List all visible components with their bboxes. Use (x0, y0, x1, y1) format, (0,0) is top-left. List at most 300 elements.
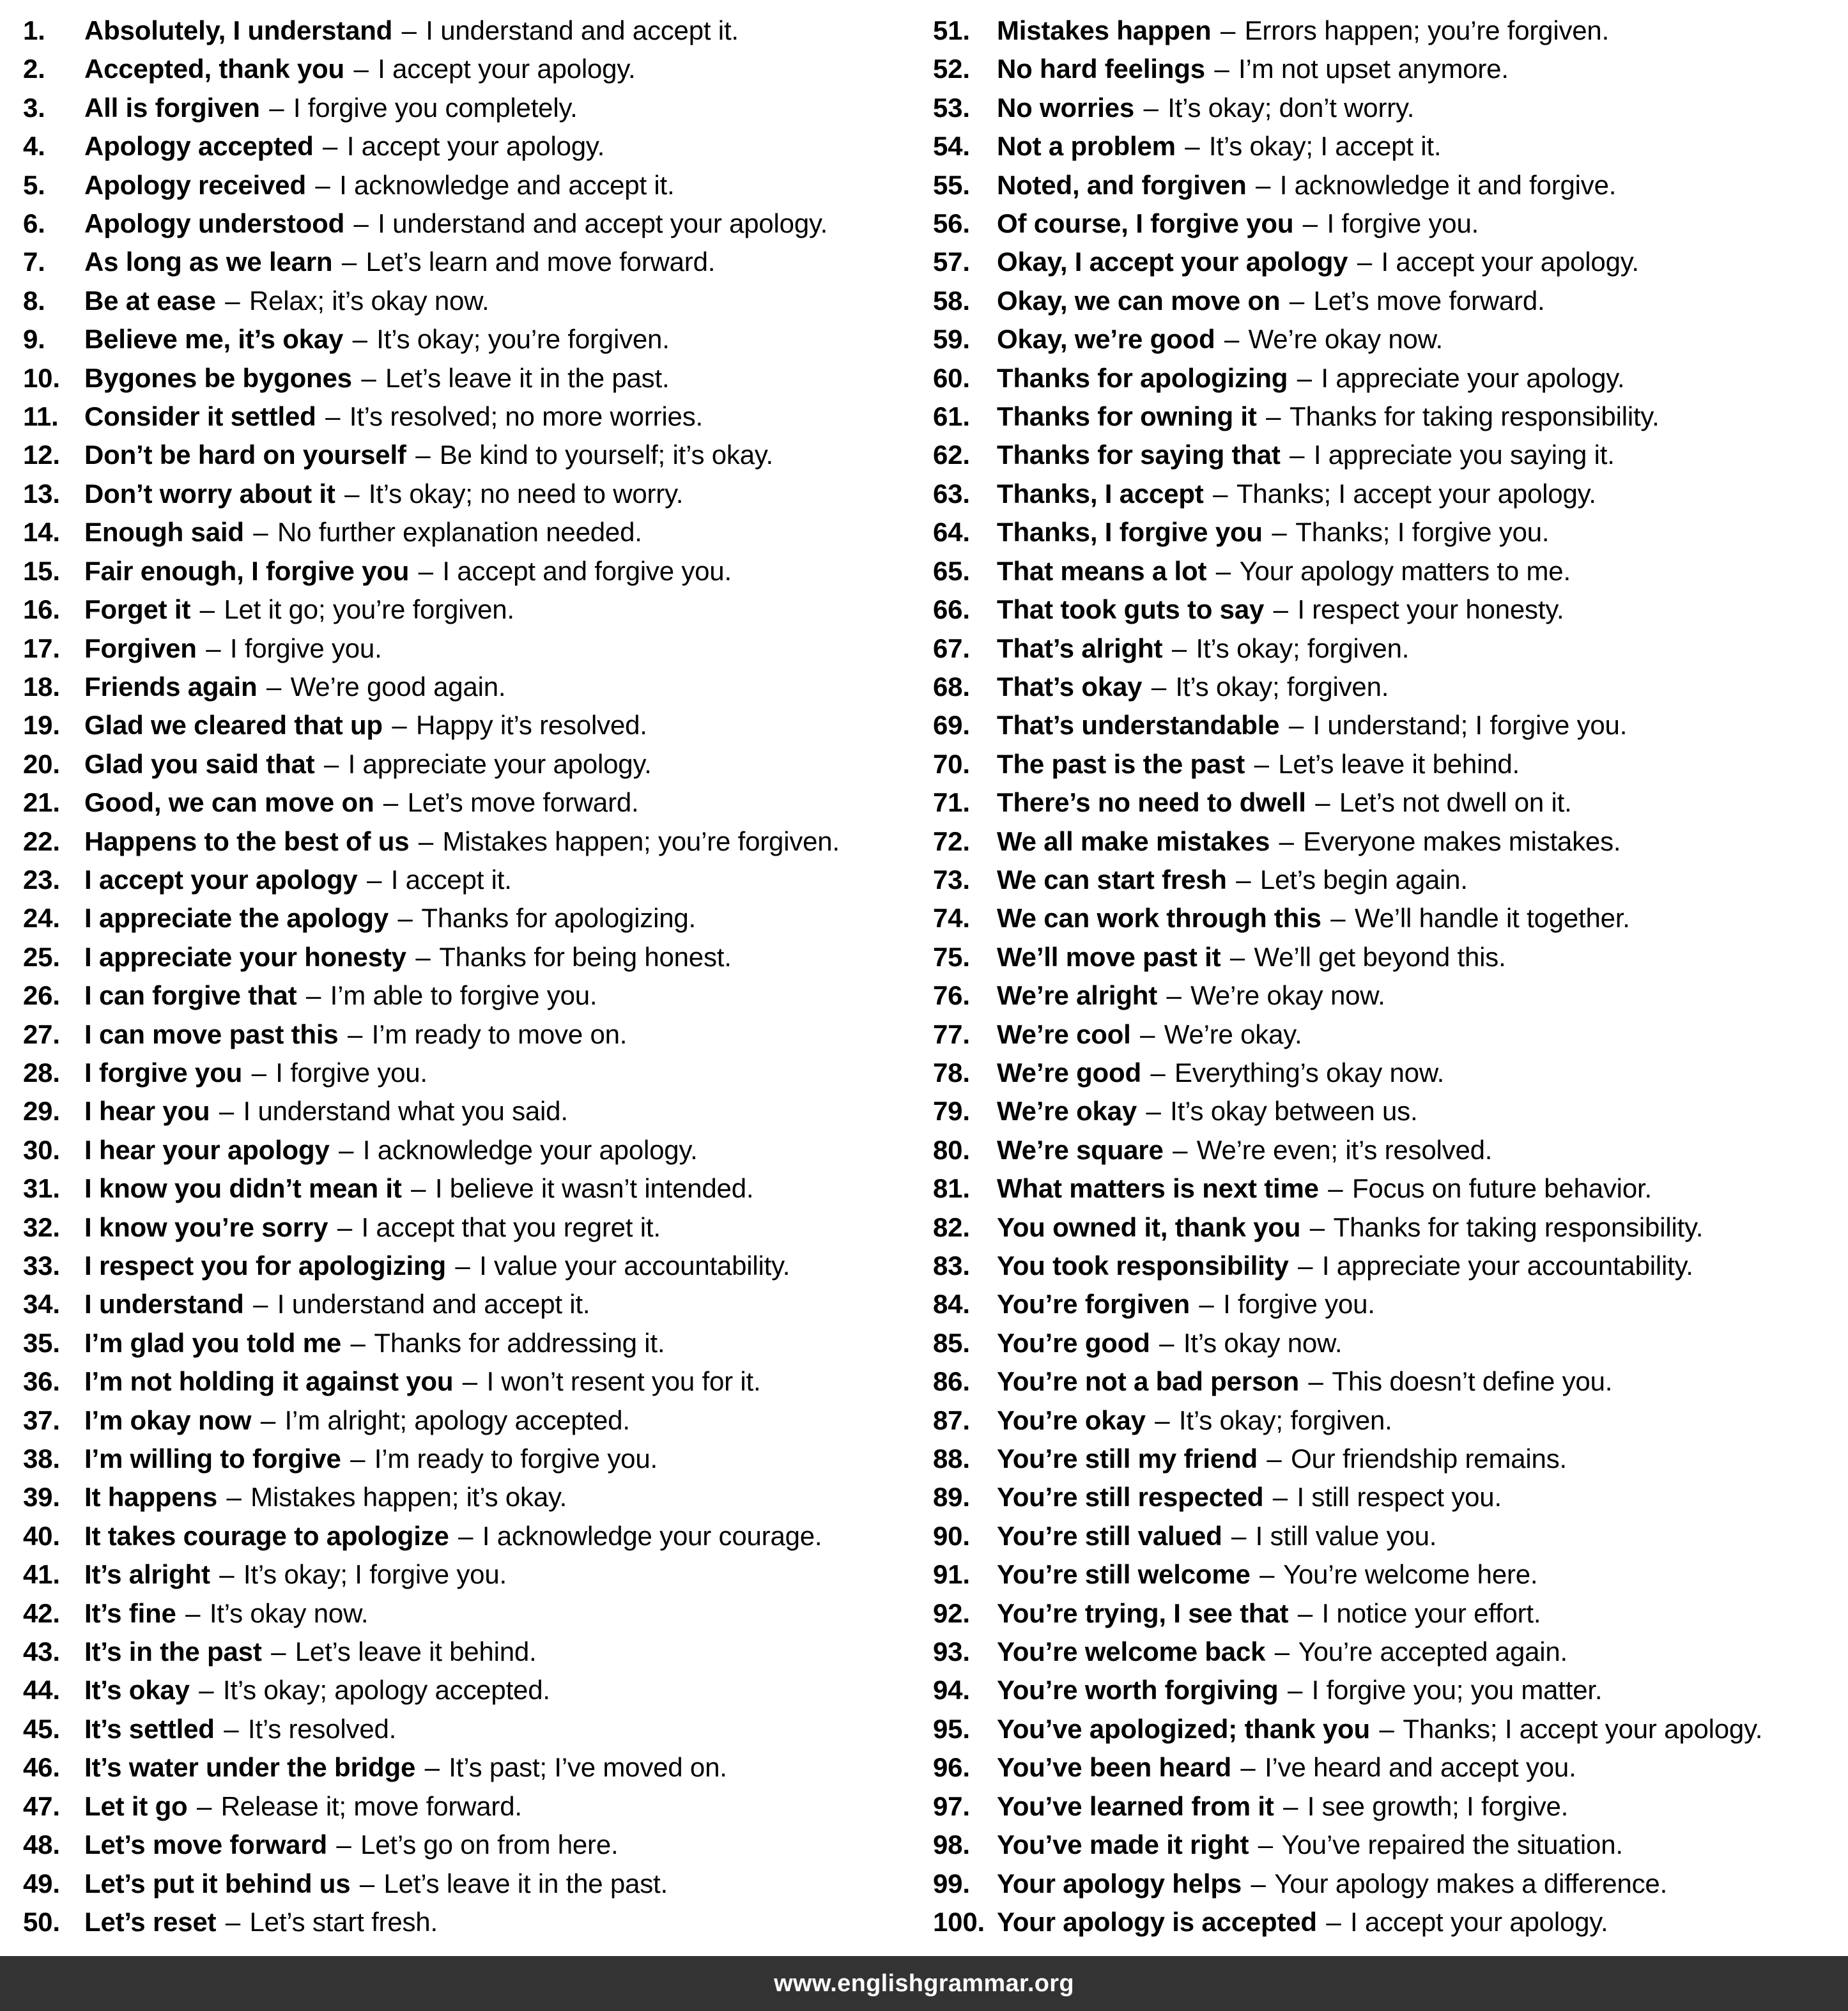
separator-dash: – (392, 710, 407, 741)
list-item-text (84, 1633, 537, 1671)
separator-dash: – (1236, 864, 1251, 895)
list-item-number: 38. (23, 1444, 60, 1474)
list-item-phrase: We’re cool (997, 1019, 1131, 1049)
list-item-number: 50. (23, 1906, 60, 1937)
separator-dash: – (1273, 594, 1288, 625)
list-item (23, 1285, 915, 1323)
list-item (933, 359, 1833, 397)
list-item-phrase: Mistakes happen (997, 15, 1212, 45)
list-item-number: 94. (933, 1675, 970, 1706)
list-item-description: I’m ready to move on. (371, 1019, 628, 1049)
list-item-phrase: That’s alright (997, 633, 1163, 663)
list-item-description: Our friendship remains. (1291, 1444, 1567, 1474)
list-item-description: I understand and accept it. (426, 15, 739, 45)
list-item-number: 62. (933, 440, 970, 470)
list-item-number: 51. (933, 15, 970, 45)
list-item-text (84, 1478, 567, 1516)
list-item-description: I appreciate your accountability. (1321, 1251, 1693, 1281)
list-item-description: We’re okay now. (1248, 324, 1443, 355)
list-item-number: 82. (933, 1212, 970, 1242)
list-item-phrase: Forgiven (84, 633, 197, 663)
list-item-text (84, 1015, 627, 1054)
separator-dash: – (271, 1637, 286, 1667)
list-item-number: 71. (933, 787, 970, 818)
list-item-number: 30. (23, 1134, 60, 1165)
list-item-description: Let’s move forward. (1313, 285, 1545, 316)
list-item-number: 97. (933, 1791, 970, 1821)
separator-dash: – (1266, 401, 1281, 432)
list-item-text (84, 1748, 727, 1787)
list-item-description: Errors happen; you’re forgiven. (1244, 15, 1610, 45)
list-item-description: Mistakes happen; you’re forgiven. (442, 826, 840, 856)
list-item-description: I accept and forgive you. (442, 555, 732, 586)
separator-dash: – (1166, 980, 1182, 1011)
list-item-number: 85. (933, 1327, 970, 1358)
list-item-description: Let’s begin again. (1259, 864, 1468, 895)
list-item-number: 78. (933, 1057, 970, 1088)
list-item-number: 31. (23, 1173, 60, 1204)
list-item-description: I understand what you said. (243, 1096, 568, 1127)
separator-dash: – (1298, 1251, 1313, 1281)
list-item-number: 59. (933, 324, 970, 355)
list-item-phrase: It’s settled (84, 1713, 215, 1744)
list-item-description: I forgive you; you matter. (1311, 1675, 1603, 1706)
list-item-description: It’s past; I’ve moved on. (449, 1752, 727, 1783)
list-item-number: 23. (23, 864, 60, 895)
list-item-phrase: I understand (84, 1289, 244, 1320)
list-item-text (84, 50, 636, 88)
separator-dash: – (1254, 748, 1269, 779)
list-item-description: It’s resolved. (247, 1713, 397, 1744)
list-item-phrase: It’s water under the bridge (84, 1752, 416, 1783)
list-item-phrase: Forget it (84, 594, 191, 625)
list-item-number: 46. (23, 1752, 60, 1783)
list-item-description: Thanks for apologizing. (421, 903, 697, 934)
list-item-description: Let’s not dwell on it. (1339, 787, 1572, 818)
list-item-text (84, 243, 715, 281)
list-item (23, 12, 915, 50)
list-item-number: 84. (933, 1289, 970, 1320)
list-item-description: Let’s leave it behind. (1278, 748, 1520, 779)
separator-dash: – (1379, 1713, 1394, 1744)
separator-dash: – (401, 15, 417, 45)
list-item-number: 65. (933, 555, 970, 586)
list-item (933, 1015, 1833, 1054)
list-item-phrase: Let’s reset (84, 1906, 217, 1937)
separator-dash: – (325, 401, 341, 432)
list-item-description: It’s resolved; no more worries. (349, 401, 703, 432)
list-item-description: Thanks; I accept your apology. (1403, 1713, 1763, 1744)
list-item-phrase: Okay, I accept your apology (997, 247, 1348, 277)
list-item-description: I forgive you. (1223, 1289, 1375, 1320)
list-item-phrase: I’m glad you told me (84, 1327, 342, 1358)
list-item-number: 41. (23, 1559, 60, 1590)
separator-dash: – (337, 1212, 352, 1242)
list-item-text (84, 629, 382, 668)
list-item-description: We’re okay. (1164, 1019, 1302, 1049)
separator-dash: – (347, 1019, 363, 1049)
list-item (933, 1092, 1833, 1130)
separator-dash: – (197, 1791, 212, 1821)
list-item-phrase: Your apology helps (997, 1868, 1242, 1899)
list-item-text (997, 1440, 1567, 1478)
list-item-text (84, 1362, 760, 1401)
separator-dash: – (269, 92, 284, 123)
list-item (23, 1131, 915, 1169)
list-item-text (997, 1865, 1667, 1903)
list-item-description: I value your accountability. (479, 1251, 790, 1281)
list-item (23, 899, 915, 937)
list-item-phrase: Enough said (84, 517, 244, 548)
list-item-phrase: Bygones be bygones (84, 362, 352, 393)
list-item (23, 1208, 915, 1247)
separator-dash: – (352, 324, 367, 355)
separator-dash: – (1272, 517, 1287, 548)
list-item-phrase: Your apology is accepted (997, 1906, 1317, 1937)
list-item-description: We’re okay now. (1190, 980, 1385, 1011)
list-item (933, 899, 1833, 937)
list-item-phrase: I’m okay now (84, 1405, 252, 1435)
list-item-number: 86. (933, 1366, 970, 1397)
list-item-description: Let’s move forward. (407, 787, 639, 818)
list-item-text (84, 976, 597, 1015)
list-item-phrase: That’s understandable (997, 710, 1280, 741)
list-item-text (84, 1826, 618, 1864)
list-item (23, 783, 915, 822)
list-item-number: 49. (23, 1868, 60, 1899)
list-item-phrase: Absolutely, I understand (84, 15, 393, 45)
list-item-description: I see growth; I forgive. (1307, 1791, 1569, 1821)
list-item-phrase: No hard feelings (997, 54, 1205, 84)
list-item-description: Let’s leave it in the past. (383, 1868, 668, 1899)
list-item (933, 1633, 1833, 1671)
list-item (933, 1362, 1833, 1401)
list-item-number: 81. (933, 1173, 970, 1204)
separator-dash: – (1199, 1289, 1214, 1320)
list-item (23, 1401, 915, 1440)
list-item-number: 95. (933, 1713, 970, 1744)
list-item-number: 52. (933, 54, 970, 84)
separator-dash: – (206, 633, 221, 663)
list-item-text (84, 1903, 438, 1941)
separator-dash: – (415, 440, 431, 470)
list-item (23, 1247, 915, 1285)
list-item-number: 100. (933, 1906, 985, 1937)
separator-dash: – (1289, 285, 1305, 316)
list-item-phrase: Let’s put it behind us (84, 1868, 351, 1899)
list-item-number: 37. (23, 1405, 60, 1435)
separator-dash: – (226, 1482, 242, 1513)
list-item-number: 92. (933, 1598, 970, 1628)
list-item-phrase: I accept your apology (84, 864, 358, 895)
list-item-phrase: It’s in the past (84, 1637, 262, 1667)
separator-dash: – (1140, 1019, 1155, 1049)
separator-dash: – (424, 1752, 440, 1783)
list-item (933, 436, 1833, 474)
separator-dash: – (1357, 247, 1372, 277)
list-item (23, 1440, 915, 1478)
list-item-description: Be kind to yourself; it’s okay. (439, 440, 774, 470)
list-item (933, 706, 1833, 744)
list-item-number: 98. (933, 1830, 970, 1860)
list-item-phrase: Let it go (84, 1791, 188, 1821)
list-item-phrase: We’ll move past it (997, 941, 1221, 972)
list-item-text (84, 938, 732, 976)
list-item (23, 1671, 915, 1709)
separator-dash: – (1267, 1444, 1282, 1474)
list-item-text (84, 89, 578, 127)
list-item-number: 3. (23, 92, 45, 123)
list-item (23, 822, 915, 861)
separator-dash: – (1258, 1830, 1273, 1860)
list-item-number: 26. (23, 980, 60, 1011)
list-item-text (997, 706, 1627, 744)
list-item-description: It’s okay; forgiven. (1175, 671, 1389, 702)
separator-dash: – (225, 285, 240, 316)
separator-dash: – (1173, 1134, 1188, 1165)
list-item-number: 77. (933, 1019, 970, 1049)
list-item-description: Everything’s okay now. (1174, 1057, 1445, 1088)
list-item-number: 39. (23, 1482, 60, 1513)
list-item-number: 70. (933, 748, 970, 779)
list-item-text (997, 1015, 1302, 1054)
separator-dash: – (1224, 324, 1240, 355)
list-item (933, 1401, 1833, 1440)
list-item-description: Thanks for addressing it. (374, 1327, 665, 1358)
list-item-number: 14. (23, 517, 60, 548)
list-item (933, 1826, 1833, 1864)
footer-bar (0, 1956, 1848, 2011)
list-item-phrase: Thanks, I forgive you (997, 517, 1263, 548)
list-item (933, 127, 1833, 166)
list-item-phrase: Good, we can move on (84, 787, 374, 818)
separator-dash: – (341, 247, 357, 277)
list-item (933, 1285, 1833, 1323)
list-item-text (997, 1710, 1762, 1748)
list-item-number: 42. (23, 1598, 60, 1628)
list-item-text (84, 1671, 550, 1709)
list-item-phrase: Apology accepted (84, 131, 314, 162)
list-item-number: 74. (933, 903, 970, 934)
list-item-text (997, 1324, 1342, 1362)
list-item-description: It’s okay; apology accepted. (222, 1675, 550, 1706)
separator-dash: – (336, 1830, 351, 1860)
separator-dash: – (260, 1405, 275, 1435)
list-item-text (84, 783, 638, 822)
list-item-text (84, 359, 669, 397)
list-item (23, 436, 915, 474)
list-item (23, 1015, 915, 1054)
list-item-phrase: I appreciate your honesty (84, 941, 406, 972)
list-item (933, 397, 1833, 436)
list-item (23, 166, 915, 204)
list-item-description: I believe it wasn’t intended. (435, 1173, 754, 1204)
list-item-number: 68. (933, 671, 970, 702)
list-item-description: This doesn’t define you. (1332, 1366, 1613, 1397)
list-item-phrase: You’re okay (997, 1405, 1146, 1435)
list-item (23, 861, 915, 899)
separator-dash: – (1328, 1173, 1343, 1204)
list-item-phrase: Of course, I forgive you (997, 208, 1294, 239)
list-item-number: 64. (933, 517, 970, 548)
list-item-phrase: It takes courage to apologize (84, 1520, 449, 1551)
list-item-text (84, 397, 703, 436)
list-item-description: I accept your apology. (1350, 1906, 1608, 1937)
list-item-text (84, 590, 514, 629)
separator-dash: – (185, 1598, 201, 1628)
list-item-number: 34. (23, 1289, 60, 1320)
list-item-text (997, 282, 1544, 320)
list-item (23, 320, 915, 358)
list-item-number: 80. (933, 1134, 970, 1165)
list-item-description: I acknowledge your courage. (482, 1520, 822, 1551)
list-item-text (84, 1169, 753, 1208)
list-item-phrase: Happens to the best of us (84, 826, 410, 856)
list-item-phrase: Thanks for owning it (997, 401, 1257, 432)
list-item-phrase: Noted, and forgiven (997, 169, 1247, 200)
separator-dash: – (1274, 1637, 1290, 1667)
list-item-number: 29. (23, 1096, 60, 1127)
list-item (933, 1324, 1833, 1362)
list-item (23, 397, 915, 436)
list-item-phrase: We’re okay (997, 1096, 1137, 1127)
list-item-phrase: You’ve apologized; thank you (997, 1713, 1370, 1744)
list-item-phrase: I appreciate the apology (84, 903, 389, 934)
separator-dash: – (1159, 1327, 1174, 1358)
list-item-text (997, 1594, 1541, 1633)
list-item (933, 513, 1833, 551)
separator-dash: – (1326, 1906, 1341, 1937)
list-item-number: 48. (23, 1830, 60, 1860)
list-item-phrase: Apology understood (84, 208, 345, 239)
list-item-text (997, 1748, 1576, 1787)
list-item-phrase: Be at ease (84, 285, 216, 316)
separator-dash: – (1256, 169, 1271, 200)
list-item-phrase: I’m not holding it against you (84, 1366, 454, 1397)
list-item-phrase: That’s okay (997, 671, 1143, 702)
list-item-number: 66. (933, 594, 970, 625)
list-item-number: 33. (23, 1251, 60, 1281)
list-item-number: 96. (933, 1752, 970, 1783)
list-item-text (997, 1208, 1703, 1247)
list-item-phrase: We can start fresh (997, 864, 1227, 895)
list-item-phrase: It’s okay (84, 1675, 190, 1706)
separator-dash: – (251, 1057, 266, 1088)
list-item-text (997, 204, 1479, 243)
list-item (23, 282, 915, 320)
list-item-number: 22. (23, 826, 60, 856)
list-item-text (997, 12, 1609, 50)
list-item-number: 79. (933, 1096, 970, 1127)
separator-dash: – (1146, 1096, 1161, 1127)
list-item-number: 24. (23, 903, 60, 934)
list-item-text (84, 1285, 590, 1323)
list-item-text (997, 397, 1659, 436)
list-item-phrase: Glad you said that (84, 748, 315, 779)
list-item-phrase: Thanks, I accept (997, 478, 1204, 509)
list-item-number: 36. (23, 1366, 60, 1397)
list-column-left (0, 12, 924, 1941)
list-item-text (997, 1131, 1492, 1169)
list-item-description: I accept that you regret it. (361, 1212, 661, 1242)
separator-dash: – (315, 169, 330, 200)
list-item-number: 99. (933, 1868, 970, 1899)
separator-dash: – (1151, 671, 1166, 702)
list-item-phrase: Don’t be hard on yourself (84, 440, 406, 470)
separator-dash: – (344, 478, 360, 509)
list-item-text (997, 668, 1389, 706)
list-item-text (84, 861, 512, 899)
list-item-number: 72. (933, 826, 970, 856)
list-item-number: 21. (23, 787, 60, 818)
list-item-description: It’s okay; I accept it. (1208, 131, 1442, 162)
list-item-description: I won’t resent you for it. (486, 1366, 761, 1397)
list-item-description: We’re good again. (290, 671, 506, 702)
list-item-number: 73. (933, 864, 970, 895)
list-item (933, 50, 1833, 88)
list-item-phrase: Let’s move forward (84, 1830, 327, 1860)
list-item-text (84, 475, 683, 513)
separator-dash: – (225, 1906, 241, 1937)
list-item-description: It’s okay; no need to worry. (368, 478, 684, 509)
list-item-description: I acknowledge and accept it. (339, 169, 675, 200)
list-item-phrase: All is forgiven (84, 92, 260, 123)
separator-dash: – (1215, 555, 1231, 586)
list-item-description: I’m able to forgive you. (330, 980, 597, 1011)
list-item-text (84, 1594, 368, 1633)
list-item (933, 1787, 1833, 1826)
list-item-text (84, 706, 647, 744)
list-item-text (997, 1054, 1444, 1092)
list-item-text (84, 320, 670, 358)
list-item-text (997, 1633, 1567, 1671)
separator-dash: – (1220, 15, 1236, 45)
list-item-text (997, 436, 1615, 474)
list-item (23, 513, 915, 551)
list-item-phrase: That took guts to say (997, 594, 1265, 625)
list-item-number: 9. (23, 324, 45, 355)
list-column-right (924, 12, 1848, 1941)
list-item-phrase: There’s no need to dwell (997, 787, 1306, 818)
list-item-description: It’s okay; don’t worry. (1167, 92, 1415, 123)
separator-dash: – (353, 54, 369, 84)
list-item (23, 1710, 915, 1748)
separator-dash: – (1315, 787, 1330, 818)
separator-dash: – (219, 1559, 235, 1590)
list-item (933, 1478, 1833, 1516)
list-item-number: 90. (933, 1520, 970, 1551)
list-item-description: It’s okay; forgiven. (1178, 1405, 1392, 1435)
list-item-text (84, 166, 674, 204)
separator-dash: – (1251, 1868, 1266, 1899)
list-item-phrase: I forgive you (84, 1057, 243, 1088)
list-item-text (997, 861, 1468, 899)
list-item-number: 55. (933, 169, 970, 200)
separator-dash: – (1287, 1675, 1303, 1706)
list-item-description: Let’s go on from here. (360, 1830, 619, 1860)
list-item-number: 4. (23, 131, 45, 162)
list-item-text (997, 552, 1571, 590)
list-item-number: 60. (933, 362, 970, 393)
list-item-text (997, 50, 1509, 88)
list-item-phrase: You owned it, thank you (997, 1212, 1301, 1242)
list-item-phrase: Glad we cleared that up (84, 710, 383, 741)
separator-dash: – (1259, 1559, 1275, 1590)
list-item-description: I appreciate your apology. (348, 748, 652, 779)
list-item-description: Your apology matters to me. (1239, 555, 1571, 586)
list-item-text (997, 475, 1596, 513)
list-item-text (84, 1517, 822, 1555)
